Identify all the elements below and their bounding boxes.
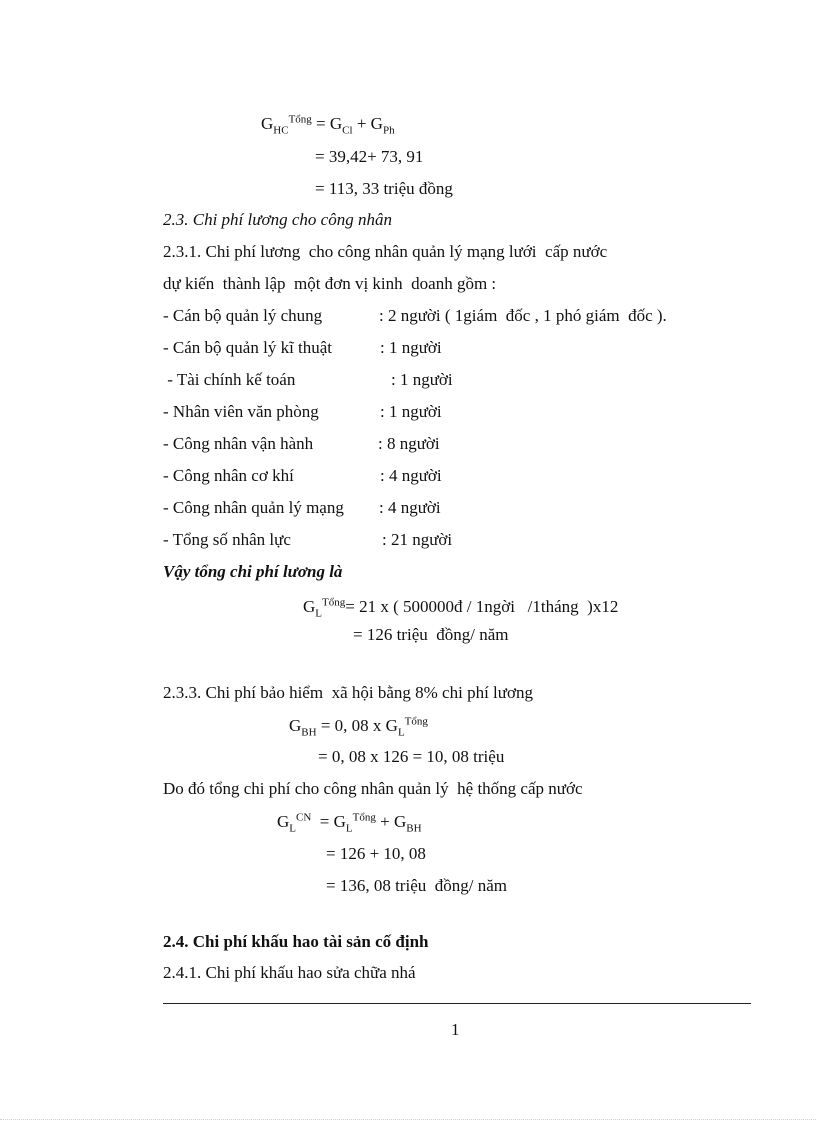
staff-role: - Công nhân vận hành: [163, 434, 314, 453]
staff-count: : 1 người: [380, 338, 442, 357]
page-number: 1: [451, 1020, 460, 1039]
equation-line: = 136, 08 triệu đồng/ năm: [326, 876, 507, 895]
staff-count: : 2 người ( 1giám đốc , 1 phó giám đốc ).: [379, 306, 667, 325]
section-heading-2-3-1: 2.3.1. Chi phí lương cho công nhân quản lý mạng lưới cấp nước: [163, 242, 608, 261]
section-heading-2-3-3: 2.3.3. Chi phí bảo hiểm xã hội bằng 8% chi phí lương: [163, 683, 533, 702]
page-bottom-dotted-line: [0, 1119, 816, 1120]
conclusion-paragraph: Do đó tổng chi phí cho công nhân quản lý hệ thống cấp nước: [163, 779, 583, 798]
staff-count: : 4 người: [380, 466, 442, 485]
staff-role: - Tài chính kế toán: [163, 370, 296, 389]
footer-divider: [163, 1003, 751, 1004]
equation-total-admin-cost: $G_{HC}^{Tổng} = G_{Cl} + G_{Ph}$: [261, 113, 395, 137]
staff-count: : 8 người: [378, 434, 440, 453]
staff-role: - Nhân viên văn phòng: [163, 402, 319, 421]
staff-role: - Tổng số nhân lực: [163, 530, 291, 549]
intro-paragraph: dự kiến thành lập một đơn vị kinh doanh gồm :: [163, 274, 497, 293]
equation-line: = 126 triệu đồng/ năm: [353, 625, 509, 644]
equation-line: = 0, 08 x 126 = 10, 08 triệu: [318, 747, 505, 766]
equation-worker-cost: $G_L^{CN} = G_L^{Tổng} + G_{BH}$: [277, 811, 422, 835]
equation-insurance: $G_{BH} = 0$, 08 x $G_L^{Tổng}$: [289, 715, 428, 739]
staff-role: - Cán bộ quản lý kĩ thuật: [163, 338, 333, 357]
staff-role: - Công nhân quản lý mạng: [163, 498, 344, 517]
staff-count: : 1 người: [391, 370, 453, 389]
section-heading-2-4-1: 2.4.1. Chi phí khấu hao sửa chữa nhá: [163, 963, 416, 982]
section-heading-2-4: 2.4. Chi phí khấu hao tài sản cố định: [163, 932, 429, 951]
equation-line: = 39,42+ 73, 91: [315, 147, 424, 166]
staff-count: : 1 người: [380, 402, 442, 421]
equation-salary-total: $G_L^{Tổng}= 21$ x ( 500000đ / 1ngời /1tháng )x12: [303, 596, 619, 620]
total-salary-heading: Vậy tổng chi phí lương là: [163, 562, 343, 581]
equation-line: = 113, 33 triệu đồng: [315, 179, 453, 198]
staff-count: : 21 người: [382, 530, 453, 549]
staff-count: : 4 người: [379, 498, 441, 517]
staff-role: - Cán bộ quản lý chung: [163, 306, 323, 325]
staff-role: - Công nhân cơ khí: [163, 466, 294, 485]
equation-line: = 126 + 10, 08: [326, 844, 426, 863]
section-heading-2-3: 2.3. Chi phí lương cho công nhân: [163, 210, 392, 229]
